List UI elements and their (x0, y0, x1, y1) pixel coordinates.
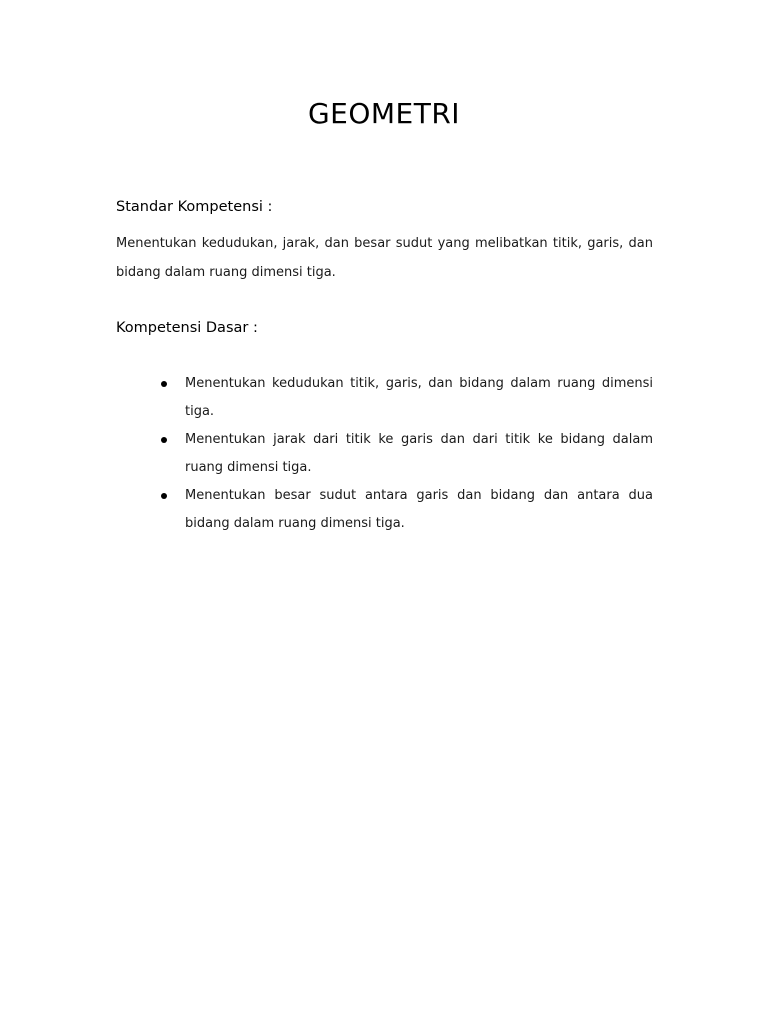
list-item-text: Menentukan besar sudut antara garis dan bidang dan antara dua bidang dalam ruang dimensi tiga. (185, 488, 653, 531)
list-item (161, 482, 653, 538)
kompetensi-dasar-heading: Kompetensi Dasar : (116, 320, 258, 336)
bullet-icon (161, 381, 167, 387)
list-item-text: Menentukan jarak dari titik ke garis dan dari titik ke bidang dalam ruang dimensi tiga. (185, 432, 653, 475)
standar-kompetensi-heading: Standar Kompetensi : (116, 199, 273, 215)
bullet-icon (161, 437, 167, 443)
standar-kompetensi-text: Menentukan kedudukan, jarak, dan besar sudut yang melibatkan titik, garis, dan bidang dalam ruang dimensi tiga. (116, 236, 653, 280)
document-title: GEOMETRI (307, 97, 461, 130)
bullet-icon (161, 493, 167, 499)
list-item (161, 370, 653, 426)
kompetensi-dasar-list (161, 370, 653, 538)
list-item (161, 426, 653, 482)
list-item-text: Menentukan kedudukan titik, garis, dan bidang dalam ruang dimensi tiga. (185, 376, 653, 419)
